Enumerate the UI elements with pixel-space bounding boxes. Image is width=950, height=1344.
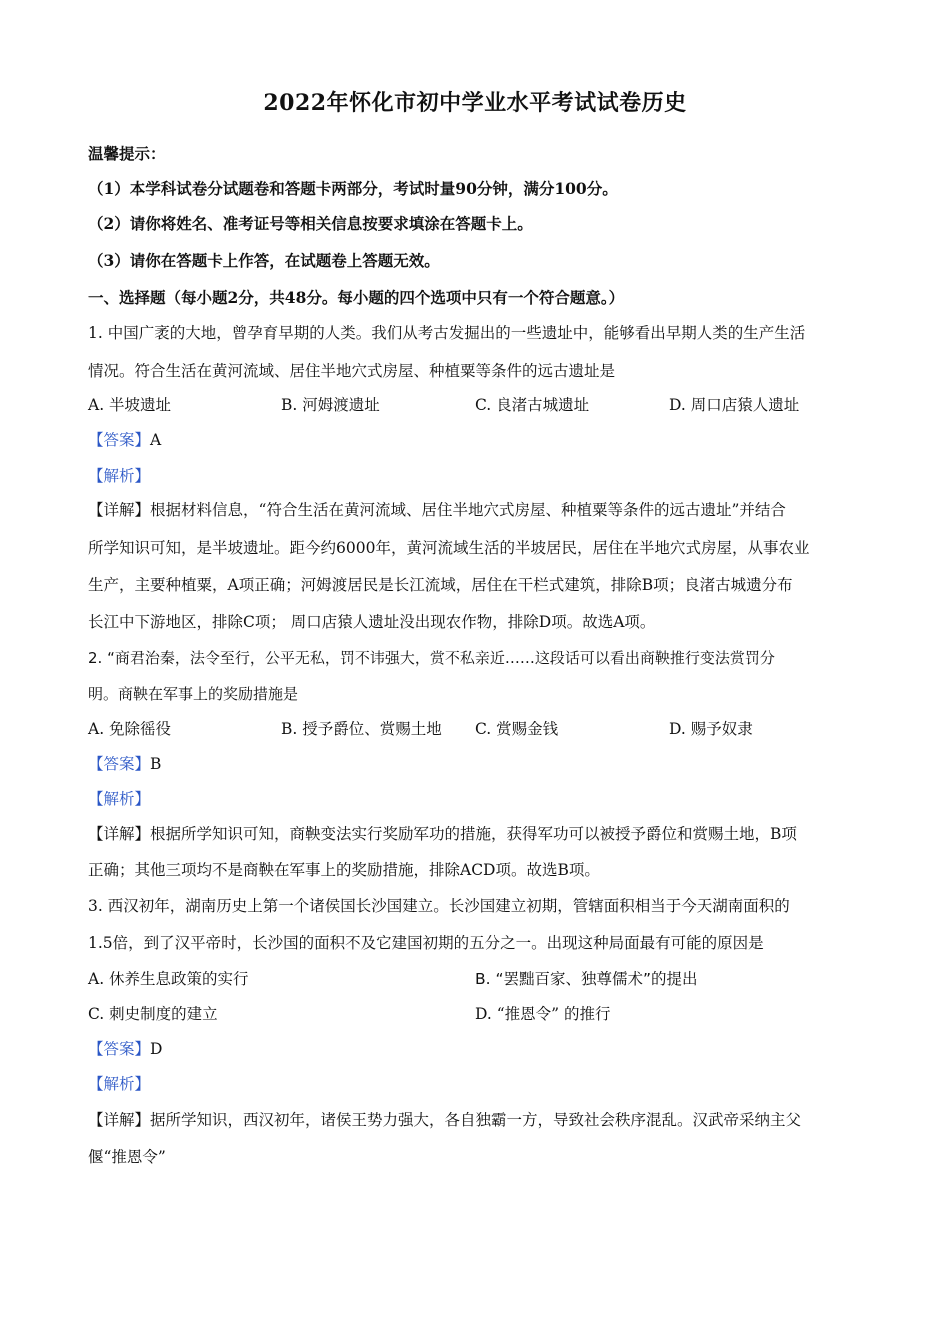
detail-label: 【详解】 <box>88 1111 151 1129</box>
detail-label: 【详解】 <box>88 825 151 843</box>
tip-item: （2）请你将姓名、准考证号等相关信息按要求填涂在答题卡上。 <box>88 214 533 233</box>
detail-text: 长江中下游地区，排除C项； 周口店猿人遗址没出现农作物，排除D项。故选A项。 <box>88 613 656 631</box>
detail-text: 正确；其他三项均不是商鞅在军事上的奖励措施，排除ACD项。故选B项。 <box>88 861 600 879</box>
answer-label: 【答案】 <box>88 431 151 449</box>
answer-value: A <box>150 431 162 449</box>
question-stem: 1.5倍，到了汉平帝时，长沙国的面积不及它建国初期的五分之一。出现这种局面最有可能的原因是 <box>88 934 764 952</box>
detail-text: 偃“推恩令” <box>88 1148 166 1166</box>
option-a: A. 休养生息政策的实行 <box>88 970 249 988</box>
answer-value: D <box>150 1040 163 1058</box>
detail-line <box>88 499 878 521</box>
detail-text: 生产，主要种植粟，A项正确；河姆渡居民是长江流域，居住在干栏式建筑，排除B项；良渚古城遗分布 <box>88 576 793 594</box>
option-d: D. 周口店猿人遗址 <box>669 396 800 414</box>
answer-line <box>88 1038 878 1060</box>
option-c: C. 良渚古城遗址 <box>475 396 590 414</box>
detail-text: 根据材料信息，“符合生活在黄河流域、居住半地穴式房屋、种植粟等条件的远古遗址”并结合 <box>150 501 786 519</box>
analysis-label: 【解析】 <box>88 790 151 808</box>
option-a: A. 免除徭役 <box>88 720 172 738</box>
analysis-label: 【解析】 <box>88 467 151 485</box>
analysis-line <box>88 465 878 487</box>
detail-line <box>88 823 878 845</box>
question-stem: 3. 西汉初年，湖南历史上第一个诸侯国长沙国建立。长沙国建立初期，管辖面积相当于今天湖南面积的 <box>88 897 790 915</box>
analysis-line <box>88 1073 878 1095</box>
tips-heading: 温馨提示： <box>88 144 166 163</box>
answer-label: 【答案】 <box>88 1040 151 1058</box>
question-stem: 1. 中国广袤的大地，曾孕育早期的人类。我们从考古发掘出的一些遗址中，能够看出早期人类的生产生活 <box>88 324 806 342</box>
answer-label: 【答案】 <box>88 755 151 773</box>
analysis-line <box>88 788 878 810</box>
option-d: D. “推恩令” 的推行 <box>475 1005 611 1023</box>
option-a: A. 半坡遗址 <box>88 396 172 414</box>
detail-text: 所学知识可知，是半坡遗址。距今约6000年，黄河流域生活的半坡居民，居住在半地穴式房屋，从事农业 <box>88 539 810 557</box>
detail-text: 根据所学知识可知，商鞅变法实行奖励军功的措施，获得军功可以被授予爵位和赏赐土地，B项 <box>150 825 797 843</box>
option-b: B. 河姆渡遗址 <box>281 396 380 414</box>
question-stem: 明。商鞅在军事上的奖励措施是 <box>88 685 299 703</box>
detail-text: 据所学知识，西汉初年，诸侯王势力强大，各自独霸一方，导致社会秩序混乱。汉武帝采纳主父 <box>150 1111 802 1129</box>
detail-line <box>88 1109 878 1131</box>
detail-label: 【详解】 <box>88 501 151 519</box>
question-stem: 情况。符合生活在黄河流域、居住半地穴式房屋、种植粟等条件的远古遗址是 <box>88 362 616 380</box>
question-stem: 2. “商君治秦，法令至行，公平无私，罚不讳强大，赏不私亲近……这段话可以看出商鞅推行变法赏罚分 <box>88 649 775 667</box>
section-heading: 一、选择题（每小题2分，共48分。每小题的四个选项中只有一个符合题意。） <box>88 288 625 307</box>
analysis-label: 【解析】 <box>88 1075 151 1093</box>
tip-item: （1）本学科试卷分试题卷和答题卡两部分，考试时量90分钟，满分100分。 <box>88 179 618 198</box>
option-d: D. 赐予奴隶 <box>669 720 753 738</box>
option-b: B. 授予爵位、赏赐土地 <box>281 720 442 738</box>
option-c: C. 刺史制度的建立 <box>88 1005 218 1023</box>
page-title: 2022年怀化市初中学业水平考试试卷历史 <box>263 90 687 116</box>
tip-item: （3）请你在答题卡上作答，在试题卷上答题无效。 <box>88 251 440 270</box>
answer-line <box>88 429 878 451</box>
option-b: B. “罢黜百家、独尊儒术”的提出 <box>475 970 698 988</box>
option-c: C. 赏赐金钱 <box>475 720 559 738</box>
answer-value: B <box>150 755 162 773</box>
answer-line <box>88 753 878 775</box>
